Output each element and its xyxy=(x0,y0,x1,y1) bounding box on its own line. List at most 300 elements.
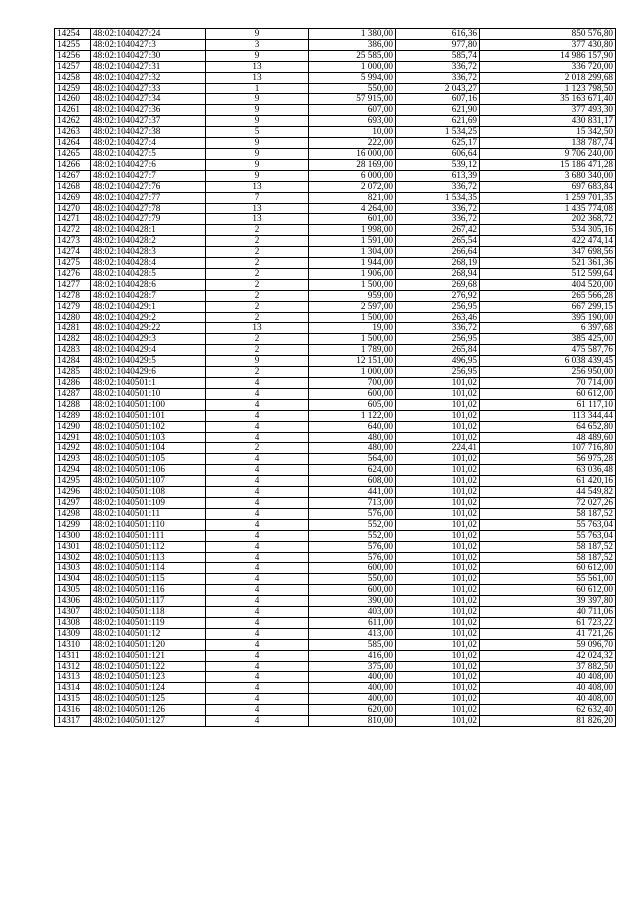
unit-value-cell: 585,74 xyxy=(396,50,480,61)
category-code-cell: 4 xyxy=(206,476,309,487)
row-number-cell: 14280 xyxy=(55,312,91,323)
cadastral-number-cell: 48:02:1040427:4 xyxy=(91,138,206,149)
cadastral-value-cell: 58 187,52 xyxy=(480,508,616,519)
area-cell: 601,00 xyxy=(309,214,396,225)
area-cell: 5 994,00 xyxy=(309,72,396,83)
unit-value-cell: 613,39 xyxy=(396,170,480,181)
cadastral-value-cell: 347 698,56 xyxy=(480,247,616,258)
table-row xyxy=(55,247,616,258)
row-number-cell: 14293 xyxy=(55,454,91,465)
cadastral-number-cell: 48:02:1040501:107 xyxy=(91,476,206,487)
area-cell: 416,00 xyxy=(309,650,396,661)
table-body xyxy=(55,29,616,727)
cadastral-number-cell: 48:02:1040428:1 xyxy=(91,225,206,236)
cadastral-value-cell: 395 190,00 xyxy=(480,312,616,323)
cadastral-number-cell: 48:02:1040501:116 xyxy=(91,585,206,596)
area-cell: 576,00 xyxy=(309,541,396,552)
unit-value-cell: 101,02 xyxy=(396,628,480,639)
row-number-cell: 14286 xyxy=(55,378,91,389)
table-row xyxy=(55,639,616,650)
category-code-cell: 4 xyxy=(206,378,309,389)
unit-value-cell: 101,02 xyxy=(396,410,480,421)
area-cell: 413,00 xyxy=(309,628,396,639)
category-code-cell: 4 xyxy=(206,541,309,552)
table-row xyxy=(55,29,616,40)
cadastral-value-cell: 534 305,16 xyxy=(480,225,616,236)
cadastral-number-cell: 48:02:1040501:124 xyxy=(91,683,206,694)
area-cell: 821,00 xyxy=(309,192,396,203)
unit-value-cell: 263,46 xyxy=(396,312,480,323)
unit-value-cell: 101,02 xyxy=(396,497,480,508)
cadastral-number-cell: 48:02:1040427:24 xyxy=(91,29,206,40)
row-number-cell: 14255 xyxy=(55,39,91,50)
category-code-cell: 13 xyxy=(206,181,309,192)
area-cell: 375,00 xyxy=(309,661,396,672)
table-row xyxy=(55,541,616,552)
area-cell: 1 500,00 xyxy=(309,279,396,290)
unit-value-cell: 101,02 xyxy=(396,661,480,672)
cadastral-value-cell: 6 038 439,45 xyxy=(480,356,616,367)
cadastral-number-cell: 48:02:1040429:3 xyxy=(91,334,206,345)
category-code-cell: 4 xyxy=(206,716,309,727)
cadastral-value-cell: 61 117,10 xyxy=(480,399,616,410)
cadastral-value-cell: 61 723,22 xyxy=(480,617,616,628)
cadastral-number-cell: 48:02:1040427:3 xyxy=(91,39,206,50)
unit-value-cell: 101,02 xyxy=(396,705,480,716)
table-row xyxy=(55,443,616,454)
row-number-cell: 14292 xyxy=(55,443,91,454)
cadastral-value-cell: 113 344,44 xyxy=(480,410,616,421)
area-cell: 624,00 xyxy=(309,465,396,476)
area-cell: 4 264,00 xyxy=(309,203,396,214)
table-row xyxy=(55,705,616,716)
cadastral-number-cell: 48:02:1040427:34 xyxy=(91,94,206,105)
cadastral-value-cell: 14 986 157,90 xyxy=(480,50,616,61)
category-code-cell: 4 xyxy=(206,432,309,443)
row-number-cell: 14271 xyxy=(55,214,91,225)
area-cell: 10,00 xyxy=(309,127,396,138)
table-row xyxy=(55,138,616,149)
cadastral-value-cell: 58 187,52 xyxy=(480,541,616,552)
row-number-cell: 14276 xyxy=(55,268,91,279)
unit-value-cell: 266,64 xyxy=(396,247,480,258)
cadastral-value-cell: 61 420,16 xyxy=(480,476,616,487)
area-cell: 19,00 xyxy=(309,323,396,334)
area-cell: 607,00 xyxy=(309,105,396,116)
category-code-cell: 2 xyxy=(206,279,309,290)
cadastral-value-cell: 385 425,00 xyxy=(480,334,616,345)
category-code-cell: 2 xyxy=(206,236,309,247)
cadastral-number-cell: 48:02:1040501:114 xyxy=(91,563,206,574)
cadastral-number-cell: 48:02:1040428:6 xyxy=(91,279,206,290)
category-code-cell: 2 xyxy=(206,312,309,323)
cadastral-number-cell: 48:02:1040501:100 xyxy=(91,399,206,410)
category-code-cell: 4 xyxy=(206,694,309,705)
table-row xyxy=(55,94,616,105)
row-number-cell: 14291 xyxy=(55,432,91,443)
table-row xyxy=(55,465,616,476)
category-code-cell: 13 xyxy=(206,72,309,83)
category-code-cell: 2 xyxy=(206,258,309,269)
cadastral-number-cell: 48:02:1040501:105 xyxy=(91,454,206,465)
cadastral-value-cell: 1 259 701,35 xyxy=(480,192,616,203)
unit-value-cell: 101,02 xyxy=(396,617,480,628)
cadastral-value-cell: 336 720,00 xyxy=(480,61,616,72)
category-code-cell: 9 xyxy=(206,94,309,105)
category-code-cell: 2 xyxy=(206,334,309,345)
cadastral-number-cell: 48:02:1040427:76 xyxy=(91,181,206,192)
category-code-cell: 3 xyxy=(206,39,309,50)
row-number-cell: 14262 xyxy=(55,116,91,127)
category-code-cell: 4 xyxy=(206,574,309,585)
row-number-cell: 14279 xyxy=(55,301,91,312)
cadastral-value-cell: 9 706 240,00 xyxy=(480,148,616,159)
table-row xyxy=(55,323,616,334)
table-row xyxy=(55,378,616,389)
unit-value-cell: 607,16 xyxy=(396,94,480,105)
cadastral-number-cell: 48:02:1040501:109 xyxy=(91,497,206,508)
area-cell: 6 000,00 xyxy=(309,170,396,181)
cadastral-value-cell: 60 612,00 xyxy=(480,585,616,596)
area-cell: 1 000,00 xyxy=(309,61,396,72)
cadastral-number-cell: 48:02:1040427:6 xyxy=(91,159,206,170)
category-code-cell: 7 xyxy=(206,192,309,203)
cadastral-number-cell: 48:02:1040429:1 xyxy=(91,301,206,312)
unit-value-cell: 101,02 xyxy=(396,519,480,530)
area-cell: 1 380,00 xyxy=(309,29,396,40)
cadastral-number-cell: 48:02:1040501:127 xyxy=(91,716,206,727)
category-code-cell: 9 xyxy=(206,116,309,127)
row-number-cell: 14264 xyxy=(55,138,91,149)
category-code-cell: 13 xyxy=(206,214,309,225)
category-code-cell: 2 xyxy=(206,290,309,301)
category-code-cell: 4 xyxy=(206,508,309,519)
row-number-cell: 14270 xyxy=(55,203,91,214)
unit-value-cell: 101,02 xyxy=(396,585,480,596)
row-number-cell: 14267 xyxy=(55,170,91,181)
category-code-cell: 4 xyxy=(206,410,309,421)
table-row xyxy=(55,432,616,443)
unit-value-cell: 276,92 xyxy=(396,290,480,301)
row-number-cell: 14285 xyxy=(55,367,91,378)
table-row xyxy=(55,159,616,170)
row-number-cell: 14258 xyxy=(55,72,91,83)
unit-value-cell: 616,36 xyxy=(396,29,480,40)
category-code-cell: 4 xyxy=(206,454,309,465)
category-code-cell: 13 xyxy=(206,203,309,214)
category-code-cell: 1 xyxy=(206,83,309,94)
table-row xyxy=(55,716,616,727)
cadastral-number-cell: 48:02:1040501:104 xyxy=(91,443,206,454)
row-number-cell: 14298 xyxy=(55,508,91,519)
category-code-cell: 4 xyxy=(206,465,309,476)
area-cell: 1 000,00 xyxy=(309,367,396,378)
category-code-cell: 4 xyxy=(206,585,309,596)
category-code-cell: 4 xyxy=(206,530,309,541)
category-code-cell: 2 xyxy=(206,225,309,236)
row-number-cell: 14254 xyxy=(55,29,91,40)
row-number-cell: 14272 xyxy=(55,225,91,236)
unit-value-cell: 101,02 xyxy=(396,596,480,607)
unit-value-cell: 625,17 xyxy=(396,138,480,149)
row-number-cell: 14290 xyxy=(55,421,91,432)
cadastral-value-cell: 44 549,82 xyxy=(480,487,616,498)
unit-value-cell: 621,69 xyxy=(396,116,480,127)
area-cell: 552,00 xyxy=(309,530,396,541)
cadastral-number-cell: 48:02:1040501:123 xyxy=(91,672,206,683)
cadastral-value-cell: 850 576,80 xyxy=(480,29,616,40)
cadastral-value-cell: 15 342,50 xyxy=(480,127,616,138)
row-number-cell: 14273 xyxy=(55,236,91,247)
row-number-cell: 14257 xyxy=(55,61,91,72)
unit-value-cell: 101,02 xyxy=(396,530,480,541)
table-row xyxy=(55,268,616,279)
cadastral-value-cell: 70 714,00 xyxy=(480,378,616,389)
cadastral-number-cell: 48:02:1040427:77 xyxy=(91,192,206,203)
area-cell: 576,00 xyxy=(309,508,396,519)
table-row xyxy=(55,683,616,694)
cadastral-number-cell: 48:02:1040501:101 xyxy=(91,410,206,421)
table-row xyxy=(55,312,616,323)
unit-value-cell: 101,02 xyxy=(396,694,480,705)
cadastral-number-cell: 48:02:1040501:106 xyxy=(91,465,206,476)
table-row xyxy=(55,170,616,181)
cadastral-number-cell: 48:02:1040501:113 xyxy=(91,552,206,563)
category-code-cell: 2 xyxy=(206,443,309,454)
table-row xyxy=(55,388,616,399)
row-number-cell: 14282 xyxy=(55,334,91,345)
table-row xyxy=(55,334,616,345)
row-number-cell: 14269 xyxy=(55,192,91,203)
row-number-cell: 14305 xyxy=(55,585,91,596)
row-number-cell: 14308 xyxy=(55,617,91,628)
table-row xyxy=(55,399,616,410)
category-code-cell: 13 xyxy=(206,323,309,334)
row-number-cell: 14266 xyxy=(55,159,91,170)
table-row xyxy=(55,225,616,236)
unit-value-cell: 977,80 xyxy=(396,39,480,50)
unit-value-cell: 539,12 xyxy=(396,159,480,170)
unit-value-cell: 265,84 xyxy=(396,345,480,356)
table-row xyxy=(55,203,616,214)
unit-value-cell: 336,72 xyxy=(396,72,480,83)
category-code-cell: 4 xyxy=(206,607,309,618)
unit-value-cell: 1 534,35 xyxy=(396,192,480,203)
cadastral-value-cell: 55 561,00 xyxy=(480,574,616,585)
area-cell: 1 591,00 xyxy=(309,236,396,247)
cadastral-value-cell: 40 408,00 xyxy=(480,683,616,694)
category-code-cell: 4 xyxy=(206,639,309,650)
unit-value-cell: 101,02 xyxy=(396,487,480,498)
row-number-cell: 14312 xyxy=(55,661,91,672)
unit-value-cell: 336,72 xyxy=(396,181,480,192)
cadastral-value-cell: 58 187,52 xyxy=(480,552,616,563)
row-number-cell: 14278 xyxy=(55,290,91,301)
row-number-cell: 14317 xyxy=(55,716,91,727)
cadastral-number-cell: 48:02:1040429:22 xyxy=(91,323,206,334)
table-row xyxy=(55,290,616,301)
cadastral-value-cell: 404 520,00 xyxy=(480,279,616,290)
area-cell: 1 789,00 xyxy=(309,345,396,356)
cadastral-number-cell: 48:02:1040501:117 xyxy=(91,596,206,607)
row-number-cell: 14289 xyxy=(55,410,91,421)
cadastral-number-cell: 48:02:1040501:11 xyxy=(91,508,206,519)
area-cell: 400,00 xyxy=(309,683,396,694)
cadastral-value-cell: 265 566,28 xyxy=(480,290,616,301)
cadastral-value-cell: 475 587,76 xyxy=(480,345,616,356)
table-row xyxy=(55,116,616,127)
cadastral-value-cell: 35 163 671,40 xyxy=(480,94,616,105)
table-row xyxy=(55,192,616,203)
table-row xyxy=(55,301,616,312)
area-cell: 1 944,00 xyxy=(309,258,396,269)
table-row xyxy=(55,181,616,192)
row-number-cell: 14297 xyxy=(55,497,91,508)
category-code-cell: 4 xyxy=(206,388,309,399)
cadastral-number-cell: 48:02:1040501:126 xyxy=(91,705,206,716)
table-row xyxy=(55,127,616,138)
cadastral-number-cell: 48:02:1040501:121 xyxy=(91,650,206,661)
category-code-cell: 4 xyxy=(206,661,309,672)
category-code-cell: 9 xyxy=(206,138,309,149)
area-cell: 1 906,00 xyxy=(309,268,396,279)
category-code-cell: 4 xyxy=(206,497,309,508)
table-row xyxy=(55,519,616,530)
unit-value-cell: 101,02 xyxy=(396,563,480,574)
table-row xyxy=(55,410,616,421)
unit-value-cell: 268,94 xyxy=(396,268,480,279)
table-row xyxy=(55,72,616,83)
table-row xyxy=(55,105,616,116)
unit-value-cell: 336,72 xyxy=(396,323,480,334)
unit-value-cell: 224,41 xyxy=(396,443,480,454)
table-row xyxy=(55,61,616,72)
cadastral-number-cell: 48:02:1040501:108 xyxy=(91,487,206,498)
table-row xyxy=(55,476,616,487)
category-code-cell: 9 xyxy=(206,356,309,367)
row-number-cell: 14300 xyxy=(55,530,91,541)
cadastral-value-cell: 667 299,15 xyxy=(480,301,616,312)
area-cell: 1 500,00 xyxy=(309,334,396,345)
cadastral-number-cell: 48:02:1040501:119 xyxy=(91,617,206,628)
area-cell: 441,00 xyxy=(309,487,396,498)
category-code-cell: 13 xyxy=(206,61,309,72)
category-code-cell: 4 xyxy=(206,596,309,607)
cadastral-value-cell: 81 826,20 xyxy=(480,716,616,727)
row-number-cell: 14261 xyxy=(55,105,91,116)
row-number-cell: 14295 xyxy=(55,476,91,487)
cadastral-number-cell: 48:02:1040501:1 xyxy=(91,378,206,389)
cadastral-number-cell: 48:02:1040501:102 xyxy=(91,421,206,432)
row-number-cell: 14284 xyxy=(55,356,91,367)
unit-value-cell: 269,68 xyxy=(396,279,480,290)
table-row xyxy=(55,50,616,61)
area-cell: 585,00 xyxy=(309,639,396,650)
category-code-cell: 5 xyxy=(206,127,309,138)
cadastral-number-cell: 48:02:1040501:12 xyxy=(91,628,206,639)
row-number-cell: 14283 xyxy=(55,345,91,356)
cadastral-number-cell: 48:02:1040428:4 xyxy=(91,258,206,269)
table-row xyxy=(55,574,616,585)
category-code-cell: 4 xyxy=(206,552,309,563)
cadastral-value-cell: 60 612,00 xyxy=(480,563,616,574)
unit-value-cell: 101,02 xyxy=(396,716,480,727)
table-row xyxy=(55,672,616,683)
area-cell: 550,00 xyxy=(309,83,396,94)
row-number-cell: 14296 xyxy=(55,487,91,498)
table-row xyxy=(55,497,616,508)
cadastral-value-cell: 42 024,32 xyxy=(480,650,616,661)
cadastral-value-cell: 202 368,72 xyxy=(480,214,616,225)
unit-value-cell: 101,02 xyxy=(396,388,480,399)
area-cell: 700,00 xyxy=(309,378,396,389)
unit-value-cell: 101,02 xyxy=(396,421,480,432)
unit-value-cell: 101,02 xyxy=(396,432,480,443)
unit-value-cell: 101,02 xyxy=(396,508,480,519)
cadastral-value-cell: 6 397,68 xyxy=(480,323,616,334)
table-row xyxy=(55,487,616,498)
cadastral-value-cell: 40 408,00 xyxy=(480,672,616,683)
cadastral-number-cell: 48:02:1040427:7 xyxy=(91,170,206,181)
category-code-cell: 9 xyxy=(206,159,309,170)
unit-value-cell: 101,02 xyxy=(396,552,480,563)
table-row xyxy=(55,617,616,628)
cadastral-value-cell: 256 950,00 xyxy=(480,367,616,378)
category-code-cell: 4 xyxy=(206,628,309,639)
cadastral-value-cell: 37 882,50 xyxy=(480,661,616,672)
area-cell: 480,00 xyxy=(309,432,396,443)
area-cell: 12 151,00 xyxy=(309,356,396,367)
table-row xyxy=(55,83,616,94)
table-row xyxy=(55,356,616,367)
area-cell: 1 122,00 xyxy=(309,410,396,421)
area-cell: 564,00 xyxy=(309,454,396,465)
area-cell: 400,00 xyxy=(309,694,396,705)
category-code-cell: 9 xyxy=(206,105,309,116)
cadastral-value-cell: 697 683,84 xyxy=(480,181,616,192)
category-code-cell: 2 xyxy=(206,367,309,378)
row-number-cell: 14313 xyxy=(55,672,91,683)
row-number-cell: 14299 xyxy=(55,519,91,530)
cadastral-number-cell: 48:02:1040427:5 xyxy=(91,148,206,159)
area-cell: 386,00 xyxy=(309,39,396,50)
category-code-cell: 4 xyxy=(206,399,309,410)
unit-value-cell: 256,95 xyxy=(396,301,480,312)
cadastral-number-cell: 48:02:1040428:5 xyxy=(91,268,206,279)
table-row xyxy=(55,258,616,269)
cadastral-number-cell: 48:02:1040427:32 xyxy=(91,72,206,83)
table-row xyxy=(55,552,616,563)
area-cell: 222,00 xyxy=(309,138,396,149)
cadastral-number-cell: 48:02:1040501:125 xyxy=(91,694,206,705)
category-code-cell: 9 xyxy=(206,29,309,40)
cadastral-value-cell: 107 716,80 xyxy=(480,443,616,454)
table-row xyxy=(55,148,616,159)
unit-value-cell: 101,02 xyxy=(396,378,480,389)
area-cell: 959,00 xyxy=(309,290,396,301)
category-code-cell: 2 xyxy=(206,268,309,279)
unit-value-cell: 101,02 xyxy=(396,476,480,487)
cadastral-value-cell: 39 397,80 xyxy=(480,596,616,607)
row-number-cell: 14275 xyxy=(55,258,91,269)
table-row xyxy=(55,530,616,541)
table-row xyxy=(55,214,616,225)
area-cell: 1 998,00 xyxy=(309,225,396,236)
cadastral-value-cell: 40 711,06 xyxy=(480,607,616,618)
category-code-cell: 2 xyxy=(206,345,309,356)
table-row xyxy=(55,607,616,618)
row-number-cell: 14281 xyxy=(55,323,91,334)
